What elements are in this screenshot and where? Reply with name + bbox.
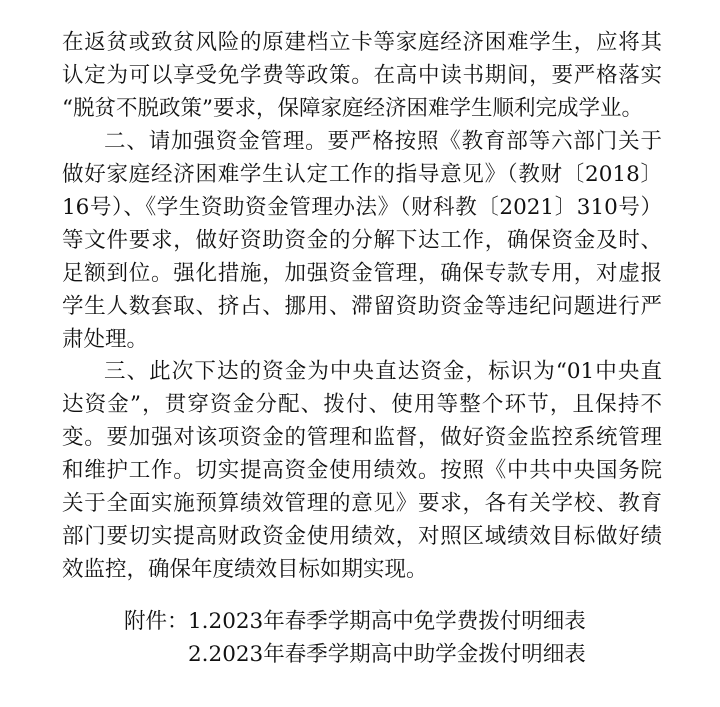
paragraph-2-line-2: 做好家庭经济困难学生认定工作的指导意见》（教财〔2018〕 — [62, 162, 662, 187]
paragraph-3-line-2: 达资金”，贯穿资金分配、拨付、使用等整个环节，且保持不 — [62, 392, 662, 417]
paragraph-2-line-3: 16号）、《学生资助资金管理办法》（财科教〔2021〕310号） — [62, 195, 662, 220]
paragraph-3-line-4: 和维护工作。切实提高资金使用绩效。按照《中共中央国务院 — [62, 458, 662, 483]
paragraph-3-line-7: 效监控，确保年度绩效目标如期实现。 — [62, 557, 428, 582]
paragraph-1-line-3: “脱贫不脱政策”要求，保障家庭经济困难学生顺利完成学业。 — [62, 96, 643, 121]
paragraph-3-line-3: 变。要加强对该项资金的管理和监督，做好资金监控系统管理 — [62, 425, 662, 450]
paragraph-3-line-5: 关于全面实施预算绩效管理的意见》要求，各有关学校、教育 — [62, 491, 662, 516]
paragraph-2-line-4: 等文件要求，做好资助资金的分解下达工作，确保资金及时、 — [62, 228, 662, 253]
paragraph-1-line-2: 认定为可以享受免学费等政策。在高中读书期间，要严格落实 — [62, 63, 662, 88]
paragraph-2-line-1: 二、请加强资金管理。要严格按照《教育部等六部门关于 — [104, 129, 662, 154]
attachment-label: 附件： — [124, 609, 189, 634]
paragraph-2-line-7: 肃处理。 — [62, 327, 149, 352]
attachment-item-2: 2.2023年春季学期高中助学金拨付明细表 — [188, 642, 586, 667]
paragraph-2-line-5: 足额到位。强化措施，加强资金管理，确保专款专用，对虚报 — [62, 261, 662, 286]
paragraph-2-line-6: 学生人数套取、挤占、挪用、滞留资助资金等违纪问题进行严 — [62, 294, 662, 319]
paragraph-1-line-1: 在返贫或致贫风险的原建档立卡等家庭经济困难学生，应将其 — [62, 30, 662, 55]
paragraph-3-line-1: 三、此次下达的资金为中央直达资金，标识为“01中央直 — [104, 359, 662, 384]
paragraph-3-line-6: 部门要切实提高财政资金使用绩效，对照区域绩效目标做好绩 — [62, 524, 662, 549]
attachment-item-1: 1.2023年春季学期高中免学费拨付明细表 — [188, 609, 586, 634]
